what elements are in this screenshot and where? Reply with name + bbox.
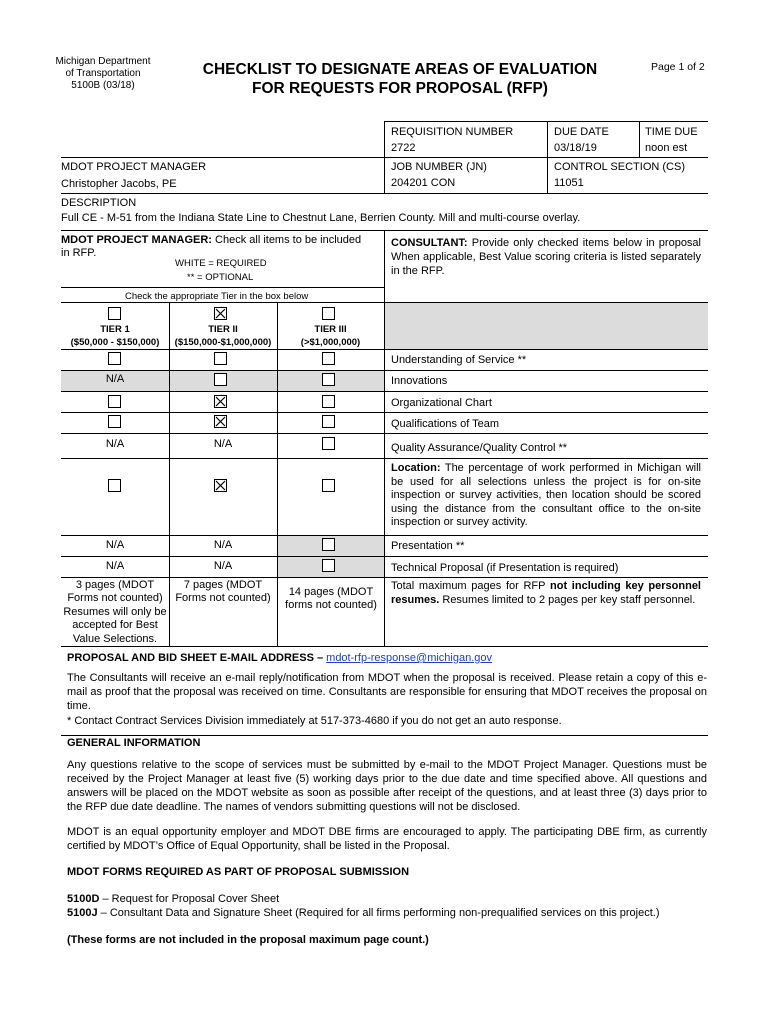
item-location — [391, 462, 701, 530]
tier-name: TIER III — [314, 324, 347, 335]
forms-footer-note: (These forms are not included in the proposal maximum page count.) — [67, 934, 429, 946]
checkmark-x-icon — [215, 396, 226, 407]
pm-instructions-cont: in RFP. — [61, 247, 97, 259]
org-chart-tier2-checkbox[interactable] — [214, 395, 227, 408]
understanding-tier1-checkbox[interactable] — [108, 352, 121, 365]
na-label: N/A — [105, 539, 125, 551]
email-body: The Consultants will receive an e-mail reply/notification from MDOT when the proposal is received. Please retain a copy of this e-mail as proof that the proposal was received on time. Consultants are responsible for ensuring that MDOT receives the proposal on time. — [67, 672, 707, 712]
pm-instructions-text: Check all items to be included — [215, 234, 362, 246]
na-label: N/A — [213, 539, 233, 551]
page-limit-description — [391, 580, 701, 607]
location-heading: Location: — [391, 462, 441, 474]
consultant-heading: CONSULTANT: — [391, 237, 468, 249]
requisition-label: REQUISITION NUMBER — [391, 126, 514, 138]
form-id: 5100B (03/18) — [71, 80, 135, 91]
email-address-link[interactable]: mdot-rfp-response@michigan.gov — [326, 652, 493, 664]
due-date-label: DUE DATE — [554, 126, 609, 138]
white-required-note: WHITE = REQUIRED — [175, 258, 267, 269]
tier3-checkbox[interactable] — [322, 307, 335, 320]
description-label: DESCRIPTION — [61, 197, 137, 209]
tier-range: (>$1,000,000) — [300, 337, 361, 348]
description-value: Full CE - M-51 from the Indiana State Line to Chestnut Lane, Berrien County. Mill and multi-course overlay. — [61, 212, 581, 224]
item-quality-assurance: Quality Assurance/Quality Control ** — [391, 442, 568, 454]
title-line: CHECKLIST TO DESIGNATE AREAS OF EVALUATION — [202, 61, 598, 78]
location-tier3-checkbox[interactable] — [322, 479, 335, 492]
email-heading: PROPOSAL AND BID SHEET E-MAIL ADDRESS – — [67, 652, 324, 664]
consultant-instructions — [391, 236, 701, 278]
understanding-tier3-checkbox[interactable] — [322, 352, 335, 365]
form-desc: – Request for Proposal Cover Sheet — [102, 893, 280, 905]
page-limit-bold: not including key personnel resumes. — [391, 580, 701, 606]
tier3-label — [277, 323, 384, 349]
tier1-label — [61, 323, 169, 349]
na-label: N/A — [213, 560, 233, 572]
control-section-value: 11051 — [554, 177, 584, 189]
item-organizational-chart: Organizational Chart — [391, 397, 492, 409]
tier2-checkbox[interactable] — [214, 307, 227, 320]
pm-instructions — [61, 234, 361, 247]
qualifications-tier2-checkbox[interactable] — [214, 415, 227, 428]
na-label: N/A — [105, 373, 125, 385]
job-number-value: 204201 CON — [391, 177, 456, 189]
time-due-value: noon est — [645, 142, 688, 154]
rule — [61, 735, 708, 736]
org-chart-tier3-checkbox[interactable] — [322, 395, 335, 408]
page-number: Page 1 of 2 — [651, 61, 705, 73]
item-qualifications-of-team: Qualifications of Team — [391, 418, 500, 430]
pm-heading: MDOT PROJECT MANAGER: — [61, 234, 212, 246]
item-innovations: Innovations — [391, 375, 448, 387]
innovations-tier3-checkbox[interactable] — [322, 373, 335, 386]
control-section-label: CONTROL SECTION (CS) — [554, 161, 685, 173]
general-info-para1: Any questions relative to the scope of services must be submitted by e-mail to the MDOT Project Manager. Questions must be received by the Project Manager at least five (5) working days prior to the due date and time specified above. All questions and answers will be placed on the MDOT website as soon as possible after receipt of the questions, and at least three (3) days prior to the RFP due date deadline. The names of vendors submitting questions will not be disclosed. — [67, 759, 707, 813]
requisition-value: 2722 — [391, 142, 416, 154]
location-tier1-checkbox[interactable] — [108, 479, 121, 492]
pm-value: Christopher Jacobs, PE — [61, 178, 177, 190]
page-limit-text: Total maximum pages for RFP — [391, 580, 546, 592]
qualifications-tier1-checkbox[interactable] — [108, 415, 121, 428]
understanding-tier2-checkbox[interactable] — [214, 352, 227, 365]
rule — [61, 646, 708, 647]
agency-line: Michigan Department — [55, 56, 151, 67]
item-understanding-of-service: Understanding of Service ** — [391, 354, 527, 366]
tier-range: ($50,000 - $150,000) — [70, 337, 160, 348]
qualifications-tier3-checkbox[interactable] — [322, 415, 335, 428]
forms-heading: MDOT FORMS REQUIRED AS PART OF PROPOSAL SUBMISSION — [67, 866, 410, 878]
form-code: 5100D — [67, 893, 100, 905]
checkmark-x-icon — [215, 416, 226, 427]
email-section — [67, 652, 492, 664]
time-due-label: TIME DUE — [645, 126, 698, 138]
tier-instruction: Check the appropriate Tier in the box below — [125, 291, 309, 302]
agency-name — [44, 56, 162, 92]
general-info-para2: MDOT is an equal opportunity employer and MDOT DBE firms are encouraged to apply. The participating DBE firm, as currently certified by MDOT’s Office of Equal Opportunity, shall be listed in the Proposal. — [67, 826, 707, 852]
tier2-page-limit: 7 pages (MDOT Forms not counted) — [175, 579, 271, 605]
form-title — [165, 60, 635, 98]
pm-label: MDOT PROJECT MANAGER — [61, 161, 207, 173]
form-code: 5100J — [67, 907, 98, 919]
innovations-tier2-checkbox[interactable] — [214, 373, 227, 386]
qaqc-tier3-checkbox[interactable] — [322, 437, 335, 450]
agency-line: of Transportation — [65, 68, 141, 79]
rule — [61, 193, 708, 194]
general-info-heading: GENERAL INFORMATION — [67, 737, 201, 749]
tier-name: TIER 1 — [100, 324, 130, 335]
tier2-label — [169, 323, 277, 349]
form-desc: – Consultant Data and Signature Sheet (Required for all firms performing non-prequalified services on this project.) — [100, 907, 660, 919]
tier1-page-limit: 3 pages (MDOT Forms not counted) Resumes will only be accepted for Best Value Selections. — [63, 579, 167, 645]
item-technical-proposal: Technical Proposal (if Presentation is required) — [391, 562, 619, 574]
technical-proposal-tier3-checkbox[interactable] — [322, 559, 335, 572]
consultant-instructions-text: Provide only checked items below in proposal When applicable, Best Value scoring criteria is listed separately in the RFP. — [391, 237, 701, 277]
location-text: The percentage of work performed in Michigan will be used for all selections unless the project is for on-site inspection or survey activities, then location should be scored using the distance from the consultant office to the on-site inspection or survey activity. — [391, 462, 702, 529]
checkmark-x-icon — [215, 480, 226, 491]
email-note: * Contact Contract Services Division immediately at 517-373-4680 if you do not get an auto response. — [67, 715, 562, 727]
tier-name: TIER II — [208, 324, 238, 335]
item-presentation: Presentation ** — [391, 540, 465, 552]
na-label: N/A — [105, 438, 125, 450]
due-date-value: 03/18/19 — [554, 142, 597, 154]
job-number-label: JOB NUMBER (JN) — [391, 161, 487, 173]
location-tier2-checkbox[interactable] — [214, 479, 227, 492]
tier-range: ($150,000-$1,000,000) — [174, 337, 272, 348]
rule — [547, 121, 548, 193]
na-label: N/A — [105, 560, 125, 572]
title-line: FOR REQUESTS FOR PROPOSAL (RFP) — [252, 80, 548, 97]
shade-tier-desc — [384, 302, 708, 350]
rule — [61, 287, 384, 288]
form-5100j — [67, 907, 660, 920]
rule — [384, 121, 708, 122]
tier1-checkbox[interactable] — [108, 307, 121, 320]
checkmark-x-icon — [215, 308, 226, 319]
org-chart-tier1-checkbox[interactable] — [108, 395, 121, 408]
rule — [639, 121, 640, 157]
page-limit-text-2: Resumes limited to 2 pages per key staff personnel. — [442, 593, 696, 606]
form-5100d — [67, 893, 279, 906]
rule — [384, 121, 385, 193]
presentation-tier3-checkbox[interactable] — [322, 538, 335, 551]
na-label: N/A — [213, 438, 233, 450]
rule — [277, 302, 278, 646]
rule — [384, 230, 385, 646]
optional-note: ** = OPTIONAL — [187, 272, 254, 283]
tier3-page-limit: 14 pages (MDOT forms not counted) — [285, 586, 377, 612]
